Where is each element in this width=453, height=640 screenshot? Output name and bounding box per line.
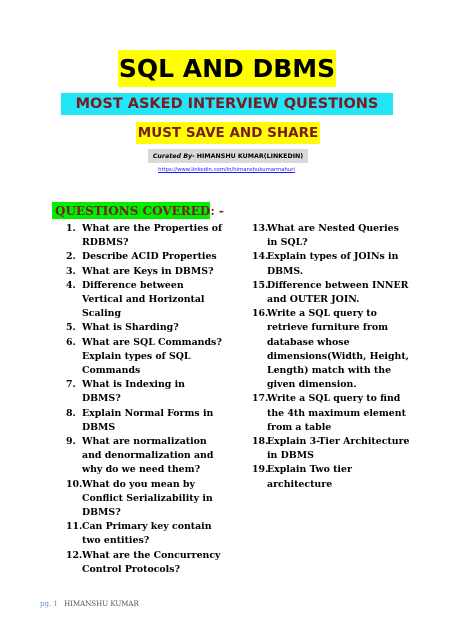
curated-name: HIMANSHU KUMAR(LINKEDIN) bbox=[196, 152, 304, 160]
question-text: Can Primary key contain two entities? bbox=[82, 521, 212, 547]
question-item bbox=[252, 222, 412, 250]
question-item bbox=[66, 279, 226, 322]
question-number: 19. bbox=[252, 464, 269, 476]
question-number: 10. bbox=[66, 478, 83, 490]
question-item bbox=[66, 378, 226, 406]
question-number: 14. bbox=[252, 251, 269, 263]
question-text: Explain 3-Tier Architecture in DBMS bbox=[267, 436, 410, 462]
question-item bbox=[66, 265, 226, 279]
question-text: What is Indexing in DBMS? bbox=[82, 379, 186, 405]
question-item bbox=[252, 307, 412, 392]
question-item bbox=[252, 250, 412, 278]
question-number: 7. bbox=[66, 379, 76, 391]
question-text: Explain Normal Forms in DBMS bbox=[82, 407, 214, 433]
question-text: What are normalization and denormalization and why do we need them? bbox=[82, 436, 214, 476]
question-item bbox=[66, 478, 226, 521]
question-number: 18. bbox=[252, 436, 269, 448]
question-text: What are Nested Queries in SQL? bbox=[267, 223, 399, 249]
questions-left-column bbox=[66, 222, 226, 577]
question-text: Difference between Vertical and Horizontal Scaling bbox=[82, 279, 205, 320]
question-item bbox=[252, 463, 412, 491]
question-item bbox=[66, 407, 226, 435]
question-number: 9. bbox=[66, 436, 76, 448]
document-title: SQL AND DBMS bbox=[118, 50, 336, 87]
question-text: What are SQL Commands? Explain types of SQL Commands bbox=[82, 336, 222, 377]
question-number: 15. bbox=[252, 279, 269, 291]
question-text: Describe ACID Properties bbox=[82, 251, 217, 263]
question-text: Explain Two tier architecture bbox=[267, 464, 352, 490]
question-item bbox=[252, 279, 412, 307]
page-number: pg. 1 bbox=[40, 600, 58, 608]
question-number: 12. bbox=[66, 549, 83, 561]
question-text: Write a SQL query to find the 4th maximum element from a table bbox=[267, 393, 406, 433]
question-number: 6. bbox=[66, 336, 76, 348]
question-item bbox=[66, 321, 226, 335]
questions-right-column bbox=[252, 222, 412, 492]
question-item bbox=[66, 250, 226, 264]
question-text: Difference between INNER and OUTER JOIN. bbox=[267, 279, 409, 306]
question-item bbox=[252, 435, 412, 463]
footer-author: HIMANSHU KUMAR bbox=[64, 600, 139, 608]
question-item bbox=[66, 336, 226, 379]
question-number: 3. bbox=[66, 265, 76, 277]
question-text: What are the Concurrency Control Protocols? bbox=[82, 549, 221, 575]
section-heading: QUESTIONS COVERED: - bbox=[52, 202, 210, 219]
question-text: What are Keys in DBMS? bbox=[82, 265, 214, 277]
question-item bbox=[66, 222, 226, 250]
question-number: 17. bbox=[252, 393, 269, 405]
question-item bbox=[66, 435, 226, 478]
question-item bbox=[66, 549, 226, 577]
question-text: What do you mean by Conflict Serializability in DBMS? bbox=[82, 478, 213, 519]
document-tagline: MUST SAVE AND SHARE bbox=[136, 122, 320, 144]
question-text: Write a SQL query to retrieve furniture from database whose dimensions(Width, Height, Length) match with the given dimension. bbox=[267, 308, 409, 391]
question-number: 5. bbox=[66, 322, 76, 334]
question-text: What are the Properties of RDBMS? bbox=[82, 223, 223, 249]
question-number: 2. bbox=[66, 251, 76, 263]
page-footer bbox=[40, 600, 139, 608]
question-number: 4. bbox=[66, 279, 76, 291]
question-number: 1. bbox=[66, 223, 76, 234]
document-subtitle: MOST ASKED INTERVIEW QUESTIONS bbox=[61, 93, 393, 115]
linkedin-link[interactable]: https://www.linkedin.com/in/himanshukumarmahuri bbox=[158, 167, 295, 173]
question-number: 8. bbox=[66, 407, 76, 419]
curated-prefix: Curated By- bbox=[152, 152, 195, 160]
question-item bbox=[252, 392, 412, 435]
question-text: What is Sharding? bbox=[82, 322, 179, 334]
question-number: 16. bbox=[252, 308, 269, 320]
curated-by-line bbox=[148, 149, 308, 163]
question-number: 13. bbox=[252, 223, 269, 234]
question-number: 11. bbox=[66, 521, 83, 533]
question-item bbox=[66, 520, 226, 548]
question-text: Explain types of JOINs in DBMS. bbox=[267, 251, 399, 277]
